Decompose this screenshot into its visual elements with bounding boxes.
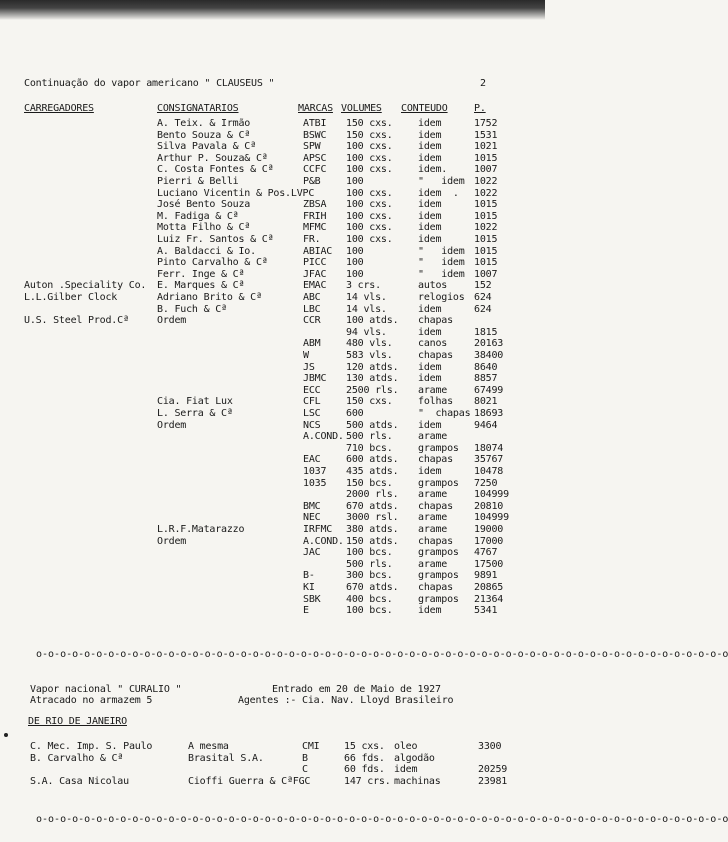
cell-conteudo: relogios xyxy=(418,292,465,303)
cell-marca: BMC xyxy=(303,500,321,512)
cell-volumes: 100 atds. xyxy=(346,315,399,327)
cell-consignatario: Luciano Vicentin & Pos.LVPC xyxy=(157,187,315,199)
cell-consignatario: Brasital S.A. xyxy=(188,752,264,764)
cell-conteudo: chapas xyxy=(418,315,453,327)
cell-conteudo: grampos xyxy=(418,477,459,489)
cell-consignatario: A. Baldacci & Io. xyxy=(157,245,256,257)
cell-volumes: 150 atds. xyxy=(346,535,399,547)
cell-marca: SPW xyxy=(303,141,321,153)
cell-consignatario: Ferr. Inge & Cª xyxy=(157,268,245,280)
page-title: Continuação do vapor americano " CLAUSEUS " xyxy=(24,78,275,89)
cell-peso: 23981 xyxy=(478,775,508,787)
cell-peso: 20865 xyxy=(474,582,504,593)
cell-volumes: 3000 rsl. xyxy=(346,512,399,524)
cell-conteudo: machinas xyxy=(394,775,441,787)
cell-conteudo: " idem xyxy=(418,245,465,257)
cell-peso: 18693 xyxy=(474,408,504,419)
cell-peso: 104999 xyxy=(474,512,509,524)
cell-marca: APSC xyxy=(303,152,327,164)
cell-volumes: 500 rls. xyxy=(346,431,393,443)
cell-peso: 1021 xyxy=(474,141,498,153)
cell-volumes: 15 cxs. xyxy=(344,741,385,752)
cell-conteudo: grampos xyxy=(418,442,459,454)
cell-marca: JS xyxy=(303,361,315,373)
cell-marca: KI xyxy=(303,582,315,593)
cell-volumes: 66 fds. xyxy=(344,752,385,764)
cell-peso: 17000 xyxy=(474,535,504,547)
cell-volumes: 150 cxs. xyxy=(346,396,393,408)
cell-conteudo: idem xyxy=(418,234,442,245)
cell-marca: C xyxy=(302,764,308,775)
cell-marca: IRFMC xyxy=(303,524,333,535)
cell-marca: FR. xyxy=(303,234,321,245)
cell-marca: P&B xyxy=(303,176,321,187)
cell-peso: 1815 xyxy=(474,326,498,338)
cell-volumes: 600 atds. xyxy=(346,454,399,466)
cell-peso: 19000 xyxy=(474,524,504,535)
cell-conteudo: idem xyxy=(418,118,442,129)
cell-peso: 1022 xyxy=(474,187,498,199)
cell-peso: 38400 xyxy=(474,350,504,361)
cell-carregador: U.S. Steel Prod.Cª xyxy=(24,315,129,327)
cell-conteudo: idem xyxy=(418,129,442,141)
cell-conteudo: " chapas xyxy=(418,408,471,419)
cell-conteudo: grampos xyxy=(418,593,459,605)
cell-marca: SBK xyxy=(303,593,321,605)
cell-conteudo: algodão xyxy=(394,752,435,764)
cell-conteudo: arame xyxy=(418,558,448,570)
cell-peso: 1015 xyxy=(474,234,498,245)
cell-marca: ABM xyxy=(303,338,321,350)
cell-peso: 1007 xyxy=(474,268,498,280)
cell-peso: 624 xyxy=(474,303,492,315)
cell-conteudo: " idem xyxy=(418,268,465,280)
cell-marca: B- xyxy=(303,570,315,582)
cell-marca: 1035 xyxy=(303,477,327,489)
cell-conteudo: grampos xyxy=(418,570,459,582)
cell-marca: LSC xyxy=(303,408,321,419)
cell-volumes: 150 cxs. xyxy=(346,129,393,141)
col-conteudo: CONTEUDO xyxy=(401,103,448,114)
cell-consignatario: Arthur P. Souza& Cª xyxy=(157,152,268,164)
cell-peso: 1752 xyxy=(474,118,498,129)
cell-conteudo: idem xyxy=(418,605,442,617)
cell-marca: JBMC xyxy=(303,373,327,385)
cell-conteudo: idem xyxy=(418,152,442,164)
cell-marca: LBC xyxy=(303,303,321,315)
cell-conteudo: idem xyxy=(418,303,442,315)
cell-peso: 9464 xyxy=(474,419,498,431)
cell-volumes: 120 atds. xyxy=(346,361,399,373)
cell-volumes: 3 crs. xyxy=(346,280,381,292)
cell-volumes: 2000 rls. xyxy=(346,489,399,501)
cell-peso: 20163 xyxy=(474,338,504,350)
cell-conteudo: arame xyxy=(418,431,448,443)
cell-conteudo: autos xyxy=(418,280,448,292)
cell-peso: 1531 xyxy=(474,129,498,141)
cell-volumes: 100 cxs. xyxy=(346,222,393,234)
col-volumes: VOLUMES xyxy=(341,103,382,114)
cell-conteudo: chapas xyxy=(418,500,453,512)
cell-consignatario: Pinto Carvalho & Cª xyxy=(157,257,268,269)
cell-conteudo: idem xyxy=(418,419,442,431)
cell-volumes: 100 cxs. xyxy=(346,141,393,153)
cell-peso: 17500 xyxy=(474,558,504,570)
cell-volumes: 670 atds. xyxy=(346,500,399,512)
cell-volumes: 100 xyxy=(346,268,364,280)
cell-peso: 4767 xyxy=(474,547,498,559)
cell-conteudo: oleo xyxy=(394,741,418,752)
cell-consignatario: Ordem xyxy=(157,315,187,327)
cell-carregador: S.A. Casa Nicolau xyxy=(30,775,129,787)
cell-conteudo: idem xyxy=(418,361,442,373)
cell-peso: 5341 xyxy=(474,605,498,617)
cell-volumes: 100 cxs. xyxy=(346,210,393,222)
punch-mark xyxy=(4,733,8,737)
cell-volumes: 100 cxs. xyxy=(346,199,393,211)
cell-marca: CCR xyxy=(303,315,321,327)
cell-peso: 1015 xyxy=(474,210,498,222)
cell-peso: 18074 xyxy=(474,442,504,454)
cell-conteudo: chapas xyxy=(418,535,453,547)
cell-volumes: 100 xyxy=(346,257,364,269)
cell-consignatario: E. Marques & Cª xyxy=(157,280,245,292)
separator-bottom: o-o-o-o-o-o-o-o-o-o-o-o-o-o-o-o-o-o-o-o-o-o-o-o-o-o-o-o-o-o-o-o-o-o-o-o-o-o-o-o-o-o-o-o-o-o-o-o-o-o-o-o-o-o-o-o-o-o xyxy=(36,814,728,825)
cell-volumes: 583 vls. xyxy=(346,350,393,361)
cell-marca: ECC xyxy=(303,384,321,396)
cell-peso: 20259 xyxy=(478,764,508,775)
cell-volumes: 100 bcs. xyxy=(346,547,393,559)
cell-consignatario: Adriano Brito & Cª xyxy=(157,292,262,303)
cell-marca: B xyxy=(302,752,308,764)
cell-conteudo: idem. xyxy=(418,164,448,176)
page-number: 2 xyxy=(480,78,486,89)
cell-carregador: Auton .Speciality Co. xyxy=(24,280,147,292)
origin-heading: DE RIO DE JANEIRO xyxy=(28,716,127,727)
cell-conteudo: canos xyxy=(418,338,448,350)
cell-consignatario: Pierri & Belli xyxy=(157,176,239,187)
cell-volumes: 150 cxs. xyxy=(346,118,393,129)
cell-peso: 104999 xyxy=(474,489,509,501)
cell-volumes: 100 bcs. xyxy=(346,605,393,617)
col-consignatarios: CONSIGNATARIOS xyxy=(157,103,239,114)
cell-conteudo: arame xyxy=(418,512,448,524)
cell-marca: EAC xyxy=(303,454,321,466)
scan-edge xyxy=(0,0,545,20)
cell-volumes: 500 atds. xyxy=(346,419,399,431)
cell-volumes: 2500 rls. xyxy=(346,384,399,396)
col-peso: P. xyxy=(474,103,486,114)
cell-peso: 8857 xyxy=(474,373,498,385)
cell-marca: FRIH xyxy=(303,210,327,222)
cell-consignatario: B. Fuch & Cª xyxy=(157,303,227,315)
cell-conteudo: chapas xyxy=(418,582,453,593)
cell-conteudo: idem xyxy=(418,222,442,234)
cell-peso: 152 xyxy=(474,280,492,292)
cell-peso: 1015 xyxy=(474,257,498,269)
cell-consignatario: Ordem xyxy=(157,535,187,547)
cell-peso: 10478 xyxy=(474,466,504,477)
cell-conteudo: arame xyxy=(418,384,448,396)
cell-peso: 1022 xyxy=(474,222,498,234)
cell-marca: W xyxy=(303,350,309,361)
cell-consignatario: M. Fadiga & Cª xyxy=(157,210,239,222)
cell-conteudo: idem . xyxy=(418,187,459,199)
cell-conteudo: arame xyxy=(418,489,448,501)
cell-marca: BSWC xyxy=(303,129,327,141)
cell-marca: 1037 xyxy=(303,466,327,477)
cell-conteudo: idem xyxy=(418,141,442,153)
cell-marca: ZBSA xyxy=(303,199,327,211)
cell-consignatario: L. Serra & Cª xyxy=(157,408,233,419)
atracado: Atracado no armazem 5 xyxy=(30,695,153,706)
cell-peso: 1015 xyxy=(474,152,498,164)
cell-consignatario: A. Teix. & Irmão xyxy=(157,118,251,129)
cell-volumes: 100 cxs. xyxy=(346,234,393,245)
cell-conteudo: idem xyxy=(418,373,442,385)
cell-conteudo: idem xyxy=(418,326,442,338)
cell-consignatario: Bento Souza & Cª xyxy=(157,129,251,141)
cell-marca: ABC xyxy=(303,292,321,303)
col-marcas: MARCAS xyxy=(298,103,333,114)
cell-consignatario: L.R.F.Matarazzo xyxy=(157,524,245,535)
cell-carregador: B. Carvalho & Cª xyxy=(30,752,124,764)
cell-peso: 21364 xyxy=(474,593,504,605)
cell-peso: 8021 xyxy=(474,396,498,408)
cell-marca: CFL xyxy=(303,396,321,408)
cell-consignatario: Motta Filho & Cª xyxy=(157,222,251,234)
cell-carregador: L.L.Gilber Clock xyxy=(24,292,118,303)
cell-volumes: 147 crs. xyxy=(344,775,391,787)
cell-peso: 20810 xyxy=(474,500,504,512)
cell-marca: A.COND. xyxy=(303,431,344,443)
cell-marca: ATBI xyxy=(303,118,327,129)
cell-volumes: 130 atds. xyxy=(346,373,399,385)
cell-peso: 1015 xyxy=(474,199,498,211)
cell-marca: EMAC xyxy=(303,280,327,292)
cell-consignatario: C. Costa Fontes & Cª xyxy=(157,164,274,176)
cell-volumes: 300 bcs. xyxy=(346,570,393,582)
cell-volumes: 100 cxs. xyxy=(346,164,393,176)
cell-conteudo: idem xyxy=(394,764,418,775)
col-carregadores: CARREGADORES xyxy=(24,103,94,114)
cell-peso: 7250 xyxy=(474,477,498,489)
cell-consignatario: Silva Pavala & Cª xyxy=(157,141,256,153)
cell-peso: 35767 xyxy=(474,454,504,466)
cell-marca: JFAC xyxy=(303,268,327,280)
separator-top: o-o-o-o-o-o-o-o-o-o-o-o-o-o-o-o-o-o-o-o-o-o-o-o-o-o-o-o-o-o-o-o-o-o-o-o-o-o-o-o-o-o-o-o-o-o-o-o-o-o-o-o-o-o-o-o-o-o xyxy=(36,649,728,660)
cell-marca: NEC xyxy=(303,512,321,524)
cell-conteudo: idem xyxy=(418,210,442,222)
cell-conteudo: folhas xyxy=(418,396,453,408)
cell-conteudo: " idem xyxy=(418,176,465,187)
cell-marca: CMI xyxy=(302,741,320,752)
cell-conteudo: grampos xyxy=(418,547,459,559)
cell-consignatario: José Bento Souza xyxy=(157,199,251,211)
agentes: Agentes :- Cia. Nav. Lloyd Brasileiro xyxy=(238,695,454,706)
cell-consignatario: Cia. Fiat Lux xyxy=(157,396,233,408)
cell-consignatario: Cioffi Guerra & CªFGC xyxy=(188,775,311,787)
vapor-line: Vapor nacional " CURALIO " xyxy=(30,684,182,695)
cell-peso: 1022 xyxy=(474,176,498,187)
cell-volumes: 500 rls. xyxy=(346,558,393,570)
cell-conteudo: chapas xyxy=(418,350,453,361)
cell-volumes: 400 bcs. xyxy=(346,593,393,605)
cell-peso: 67499 xyxy=(474,384,504,396)
cell-conteudo: chapas xyxy=(418,454,453,466)
cell-conteudo: arame xyxy=(418,524,448,535)
cell-marca: E xyxy=(303,605,309,617)
cell-volumes: 14 vls. xyxy=(346,292,387,303)
cell-volumes: 480 vls. xyxy=(346,338,393,350)
cell-marca: NCS xyxy=(303,419,321,431)
cell-volumes: 100 xyxy=(346,176,364,187)
cell-volumes: 670 atds. xyxy=(346,582,399,593)
cell-volumes: 100 xyxy=(346,245,364,257)
cell-conteudo: " idem xyxy=(418,257,465,269)
cell-peso: 1015 xyxy=(474,245,498,257)
cell-volumes: 100 cxs. xyxy=(346,152,393,164)
cell-volumes: 14 vls. xyxy=(346,303,387,315)
cell-volumes: 100 cxs. xyxy=(346,187,393,199)
cell-volumes: 435 atds. xyxy=(346,466,399,477)
cell-peso: 9891 xyxy=(474,570,498,582)
cell-peso: 624 xyxy=(474,292,492,303)
cell-marca: ABIAC xyxy=(303,245,333,257)
cell-volumes: 60 fds. xyxy=(344,764,385,775)
cell-conteudo: idem xyxy=(418,466,442,477)
cell-conteudo: idem xyxy=(418,199,442,211)
cell-peso: 1007 xyxy=(474,164,498,176)
cell-volumes: 94 vls. xyxy=(346,326,387,338)
cell-consignatario: A mesma xyxy=(188,741,229,752)
cell-consignatario: Luiz Fr. Santos & Cª xyxy=(157,234,274,245)
cell-peso: 3300 xyxy=(478,741,502,752)
cell-peso: 8640 xyxy=(474,361,498,373)
cell-carregador: C. Mec. Imp. S. Paulo xyxy=(30,741,153,752)
cell-consignatario: Ordem xyxy=(157,419,187,431)
cell-volumes: 150 bcs. xyxy=(346,477,393,489)
cell-marca: JAC xyxy=(303,547,321,559)
cell-marca: PICC xyxy=(303,257,327,269)
cell-marca: A.COND. xyxy=(303,535,344,547)
cell-volumes: 600 xyxy=(346,408,364,419)
cell-volumes: 380 atds. xyxy=(346,524,399,535)
cell-marca: CCFC xyxy=(303,164,327,176)
cell-volumes: 710 bcs. xyxy=(346,442,393,454)
cell-marca: MFMC xyxy=(303,222,327,234)
entrada: Entrado em 20 de Maio de 1927 xyxy=(272,684,441,695)
